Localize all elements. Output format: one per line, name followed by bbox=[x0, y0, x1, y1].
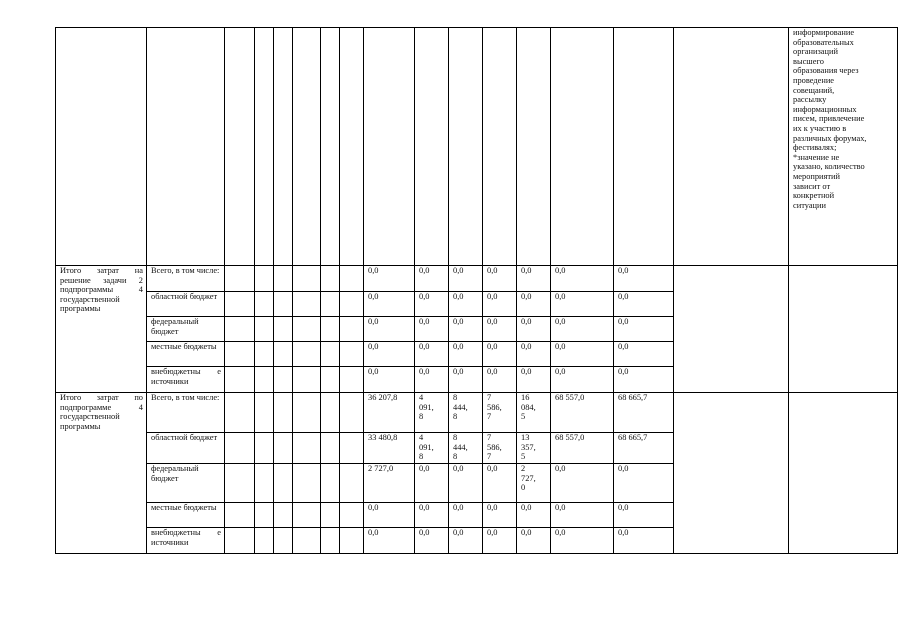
empty-cell bbox=[274, 342, 293, 367]
empty-cell bbox=[293, 317, 321, 342]
amount-cell: 0,0 bbox=[517, 367, 551, 393]
amount-cell: 4 091, 8 bbox=[415, 433, 449, 464]
amount-cell: 0,0 bbox=[415, 266, 449, 292]
amount-cell: 68 557,0 bbox=[551, 393, 614, 433]
amount-cell: 0,0 bbox=[483, 464, 517, 503]
amount-cell: 0,0 bbox=[415, 342, 449, 367]
amount-cell: 8 444, 8 bbox=[449, 433, 483, 464]
empty-cell bbox=[293, 464, 321, 503]
amount-cell: 0,0 bbox=[517, 528, 551, 554]
amount-cell: 0,0 bbox=[483, 317, 517, 342]
empty-cell bbox=[255, 433, 274, 464]
amount-cell: 0,0 bbox=[364, 528, 415, 554]
amount-cell: 68 557,0 bbox=[551, 433, 614, 464]
amount-cell: 4 091, 8 bbox=[415, 393, 449, 433]
empty-cell bbox=[255, 464, 274, 503]
amount-cell: 8 444, 8 bbox=[449, 393, 483, 433]
amount-cell: 7 586, 7 bbox=[483, 433, 517, 464]
empty-cell bbox=[225, 342, 255, 367]
amount-cell: 2 727,0 bbox=[364, 464, 415, 503]
empty-cell bbox=[340, 317, 364, 342]
empty-cell bbox=[274, 503, 293, 528]
empty-cell bbox=[293, 342, 321, 367]
empty-cell bbox=[255, 342, 274, 367]
amount-cell: 0,0 bbox=[551, 292, 614, 317]
block-title: Итого затрат по подпрограмме 4 государственной программы bbox=[56, 393, 147, 554]
empty-cell bbox=[321, 393, 340, 433]
amount-cell: 0,0 bbox=[614, 464, 674, 503]
empty-cell bbox=[293, 503, 321, 528]
empty-cell bbox=[293, 367, 321, 393]
empty-cell bbox=[293, 528, 321, 554]
empty-cell bbox=[321, 464, 340, 503]
funding-source: Всего, в том числе: bbox=[147, 266, 225, 292]
funding-source: местные бюджеты bbox=[147, 342, 225, 367]
empty-cell bbox=[255, 528, 274, 554]
amount-cell: 0,0 bbox=[517, 342, 551, 367]
empty-cell bbox=[321, 503, 340, 528]
amount-cell: 0,0 bbox=[551, 503, 614, 528]
amount-cell: 0,0 bbox=[449, 367, 483, 393]
amount-cell: 0,0 bbox=[449, 266, 483, 292]
empty-cell bbox=[255, 292, 274, 317]
amount-cell: 68 665,7 bbox=[614, 433, 674, 464]
amount-cell: 0,0 bbox=[483, 342, 517, 367]
empty-cell bbox=[225, 528, 255, 554]
empty-cell bbox=[293, 292, 321, 317]
amount-cell: 0,0 bbox=[364, 317, 415, 342]
empty-cell bbox=[225, 317, 255, 342]
empty-cell bbox=[225, 266, 255, 292]
amount-cell: 0,0 bbox=[517, 266, 551, 292]
funding-source: внебюджетны е источники bbox=[147, 528, 225, 554]
amount-cell: 16 084, 5 bbox=[517, 393, 551, 433]
amount-cell: 0,0 bbox=[364, 367, 415, 393]
amount-cell: 33 480,8 bbox=[364, 433, 415, 464]
empty-cell bbox=[225, 464, 255, 503]
amount-cell: 0,0 bbox=[551, 367, 614, 393]
funding-source: местные бюджеты bbox=[147, 503, 225, 528]
amount-cell: 0,0 bbox=[415, 528, 449, 554]
empty-cell bbox=[340, 266, 364, 292]
merged-empty-cell bbox=[789, 266, 898, 393]
amount-cell: 0,0 bbox=[415, 464, 449, 503]
empty-cell bbox=[274, 317, 293, 342]
empty-cell bbox=[225, 367, 255, 393]
amount-cell: 0,0 bbox=[449, 528, 483, 554]
empty-cell bbox=[293, 393, 321, 433]
amount-cell: 0,0 bbox=[614, 266, 674, 292]
merged-empty-cell bbox=[789, 393, 898, 554]
empty-cell bbox=[340, 292, 364, 317]
funding-source: федеральный бюджет bbox=[147, 464, 225, 503]
amount-cell: 0,0 bbox=[415, 503, 449, 528]
empty-cell bbox=[293, 433, 321, 464]
measure-description: информирование образовательных организаций высшего образования через проведение совещаний, рассылку информационных писем, привлечение их к участию в различных форумах, фестивалях; *значение не указано, количество мероприятий зависит от конкретной ситуации bbox=[789, 28, 898, 266]
amount-cell: 0,0 bbox=[614, 367, 674, 393]
empty-cell bbox=[255, 317, 274, 342]
empty-cell bbox=[321, 292, 340, 317]
table-row bbox=[56, 393, 898, 433]
amount-cell: 0,0 bbox=[449, 503, 483, 528]
amount-cell: 0,0 bbox=[364, 342, 415, 367]
amount-cell: 68 665,7 bbox=[614, 393, 674, 433]
empty-cell bbox=[225, 503, 255, 528]
amount-cell: 2 727, 0 bbox=[517, 464, 551, 503]
empty-cell bbox=[225, 292, 255, 317]
amount-cell: 0,0 bbox=[415, 292, 449, 317]
empty-cell bbox=[340, 464, 364, 503]
empty-cell bbox=[321, 342, 340, 367]
empty-cell bbox=[225, 433, 255, 464]
funding-source: федеральный бюджет bbox=[147, 317, 225, 342]
amount-cell: 0,0 bbox=[517, 503, 551, 528]
amount-cell: 0,0 bbox=[449, 292, 483, 317]
empty-cell bbox=[321, 528, 340, 554]
empty-cell bbox=[274, 367, 293, 393]
budget-table bbox=[55, 27, 898, 554]
continuation-row bbox=[56, 28, 898, 266]
amount-cell: 0,0 bbox=[551, 464, 614, 503]
amount-cell: 0,0 bbox=[449, 317, 483, 342]
amount-cell: 0,0 bbox=[551, 528, 614, 554]
amount-cell: 0,0 bbox=[614, 342, 674, 367]
merged-empty-cell bbox=[674, 393, 789, 554]
empty-cell bbox=[340, 393, 364, 433]
amount-cell: 0,0 bbox=[364, 292, 415, 317]
amount-cell: 0,0 bbox=[614, 528, 674, 554]
empty-cell bbox=[340, 528, 364, 554]
amount-cell: 0,0 bbox=[614, 503, 674, 528]
amount-cell: 0,0 bbox=[364, 503, 415, 528]
funding-source: областной бюджет bbox=[147, 292, 225, 317]
merged-empty-cell bbox=[674, 266, 789, 393]
amount-cell: 0,0 bbox=[449, 342, 483, 367]
amount-cell: 36 207,8 bbox=[364, 393, 415, 433]
empty-cell bbox=[225, 393, 255, 433]
amount-cell: 0,0 bbox=[415, 317, 449, 342]
amount-cell: 0,0 bbox=[614, 292, 674, 317]
empty-cell bbox=[274, 433, 293, 464]
funding-source: областной бюджет bbox=[147, 433, 225, 464]
amount-cell: 0,0 bbox=[551, 266, 614, 292]
amount-cell: 0,0 bbox=[364, 266, 415, 292]
funding-source: внебюджетны е источники bbox=[147, 367, 225, 393]
amount-cell: 0,0 bbox=[483, 367, 517, 393]
amount-cell: 0,0 bbox=[415, 367, 449, 393]
amount-cell: 0,0 bbox=[483, 292, 517, 317]
block-title: Итого затрат на решение задачи 2 подпрограммы 4 государственной программы bbox=[56, 266, 147, 393]
empty-cell bbox=[293, 266, 321, 292]
empty-cell bbox=[274, 266, 293, 292]
amount-cell: 0,0 bbox=[483, 503, 517, 528]
funding-source: Всего, в том числе: bbox=[147, 393, 225, 433]
table-row bbox=[56, 266, 898, 292]
empty-cell bbox=[274, 528, 293, 554]
amount-cell: 0,0 bbox=[517, 292, 551, 317]
empty-cell bbox=[274, 464, 293, 503]
empty-cell bbox=[321, 266, 340, 292]
amount-cell: 0,0 bbox=[551, 317, 614, 342]
empty-cell bbox=[321, 367, 340, 393]
empty-cell bbox=[255, 503, 274, 528]
amount-cell: 0,0 bbox=[614, 317, 674, 342]
empty-cell bbox=[255, 393, 274, 433]
amount-cell: 13 357, 5 bbox=[517, 433, 551, 464]
empty-cell bbox=[340, 503, 364, 528]
empty-cell bbox=[340, 367, 364, 393]
empty-cell bbox=[321, 317, 340, 342]
amount-cell: 0,0 bbox=[449, 464, 483, 503]
amount-cell: 7 586, 7 bbox=[483, 393, 517, 433]
empty-cell bbox=[274, 292, 293, 317]
empty-cell bbox=[255, 266, 274, 292]
amount-cell: 0,0 bbox=[517, 317, 551, 342]
empty-cell bbox=[255, 367, 274, 393]
empty-cell bbox=[340, 342, 364, 367]
amount-cell: 0,0 bbox=[483, 266, 517, 292]
amount-cell: 0,0 bbox=[551, 342, 614, 367]
amount-cell: 0,0 bbox=[483, 528, 517, 554]
empty-cell bbox=[321, 433, 340, 464]
empty-cell bbox=[340, 433, 364, 464]
empty-cell bbox=[274, 393, 293, 433]
